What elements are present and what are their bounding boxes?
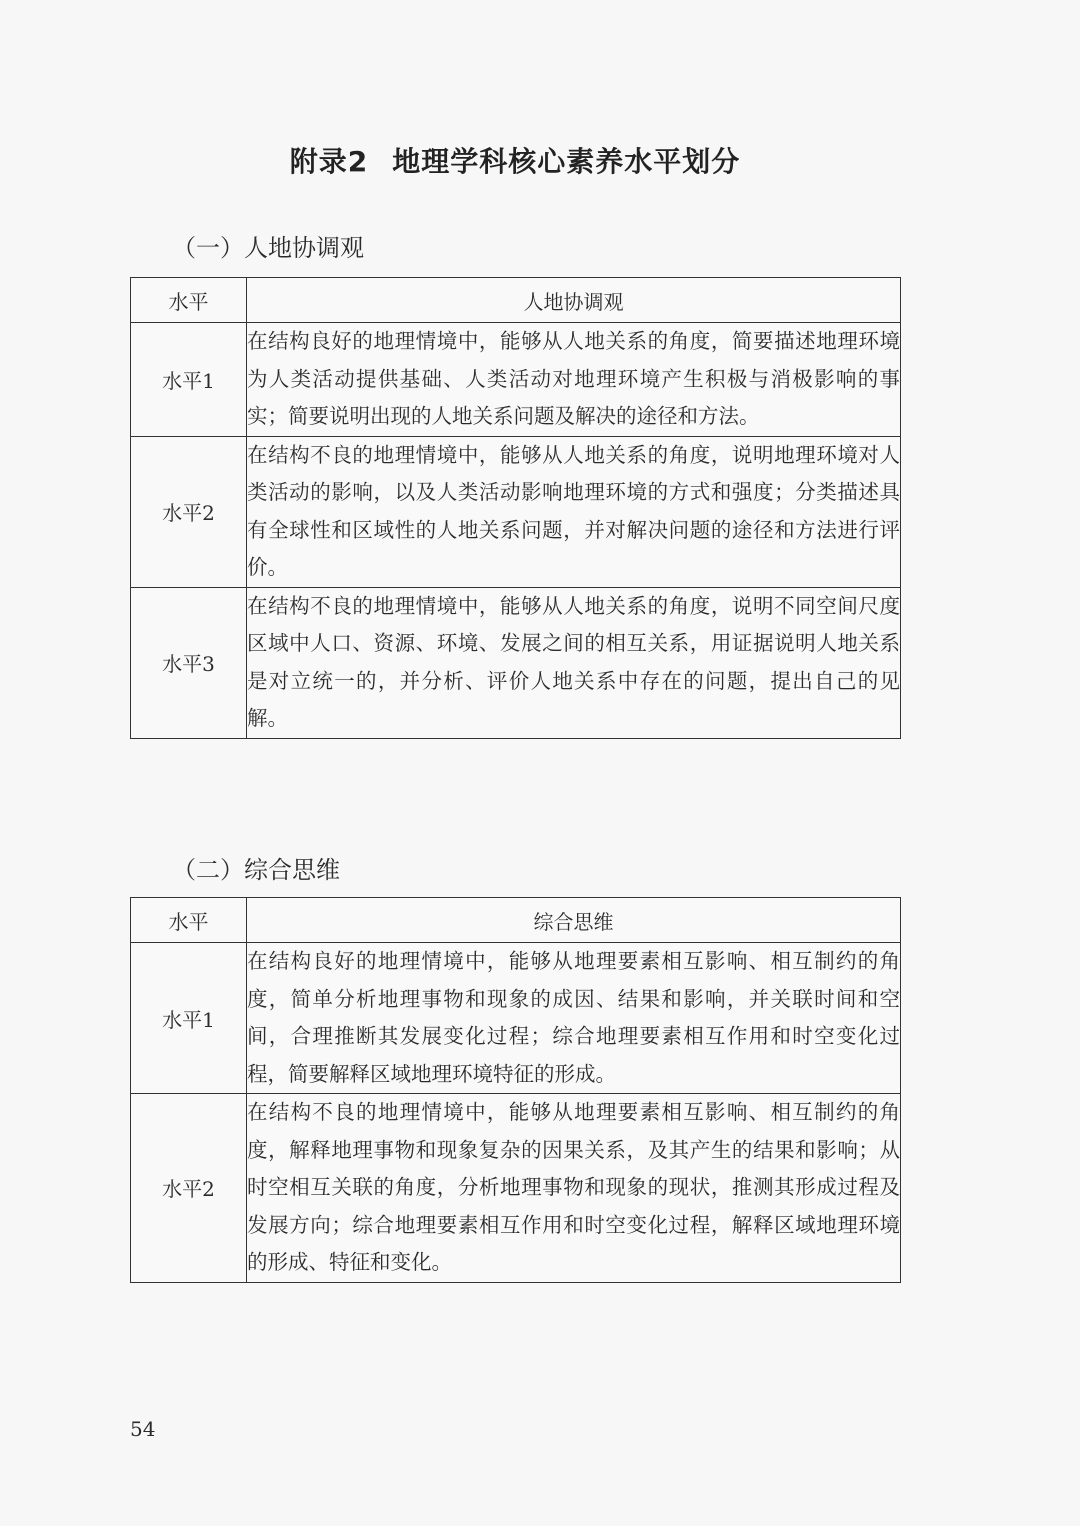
description-cell: 在结构良好的地理情境中，能够从地理要素相互影响、相互制约的角度，简单分析地理事物和现象的成因、结果和影响，并关联时间和空间，合理推断其发展变化过程；综合地理要素相互作用和时空变化过程，简要解释区域地理环境特征的形成。	[247, 943, 901, 1094]
level-cell: 水平3	[131, 587, 247, 738]
description-cell: 在结构不良的地理情境中，能够从地理要素相互影响、相互制约的角度，解释地理事物和现象复杂的因果关系，及其产生的结果和影响；从时空相互关联的角度，分析地理事物和现象的现状，推测其形成过程及发展方向；综合地理要素相互作用和时空变化过程，解释区域地理环境的形成、特征和变化。	[247, 1094, 901, 1283]
table-row	[131, 943, 901, 1094]
column-header-desc: 综合思维	[247, 898, 901, 943]
column-header-desc: 人地协调观	[247, 278, 901, 323]
column-header-level: 水平	[131, 278, 247, 323]
description-cell: 在结构不良的地理情境中，能够从人地关系的角度，说明不同空间尺度区域中人口、资源、环境、发展之间的相互关系，用证据说明人地关系是对立统一的，并分析、评价人地关系中存在的问题，提出自己的见解。	[247, 587, 901, 738]
table-row	[131, 323, 901, 437]
column-header-level: 水平	[131, 898, 247, 943]
page-title-main: 地理学科核心素养水平划分	[392, 145, 741, 178]
page-number: 54	[130, 1417, 156, 1441]
page-title	[0, 140, 1030, 180]
table-row	[131, 436, 901, 587]
level-cell: 水平1	[131, 943, 247, 1094]
synthesis-level-table	[130, 897, 901, 1283]
table-header-row	[131, 278, 901, 323]
table-row	[131, 1094, 901, 1283]
page-title-prefix: 附录2	[289, 145, 369, 178]
level-cell: 水平2	[131, 436, 247, 587]
table-header-row	[131, 898, 901, 943]
level-cell: 水平2	[131, 1094, 247, 1283]
description-cell: 在结构良好的地理情境中，能够从人地关系的角度，简要描述地理环境为人类活动提供基础、人类活动对地理环境产生积极与消极影响的事实；简要说明出现的人地关系问题及解决的途径和方法。	[247, 323, 901, 437]
table-row	[131, 587, 901, 738]
section-heading-synthesis: （二）综合思维	[172, 856, 340, 884]
description-cell: 在结构不良的地理情境中，能够从人地关系的角度，说明地理环境对人类活动的影响，以及人类活动影响地理环境的方式和强度；分类描述具有全球性和区域性的人地关系问题，并对解决问题的途径和方法进行评价。	[247, 436, 901, 587]
harmony-level-table	[130, 277, 901, 739]
level-cell: 水平1	[131, 323, 247, 437]
section-heading-harmony: （一）人地协调观	[172, 234, 364, 262]
